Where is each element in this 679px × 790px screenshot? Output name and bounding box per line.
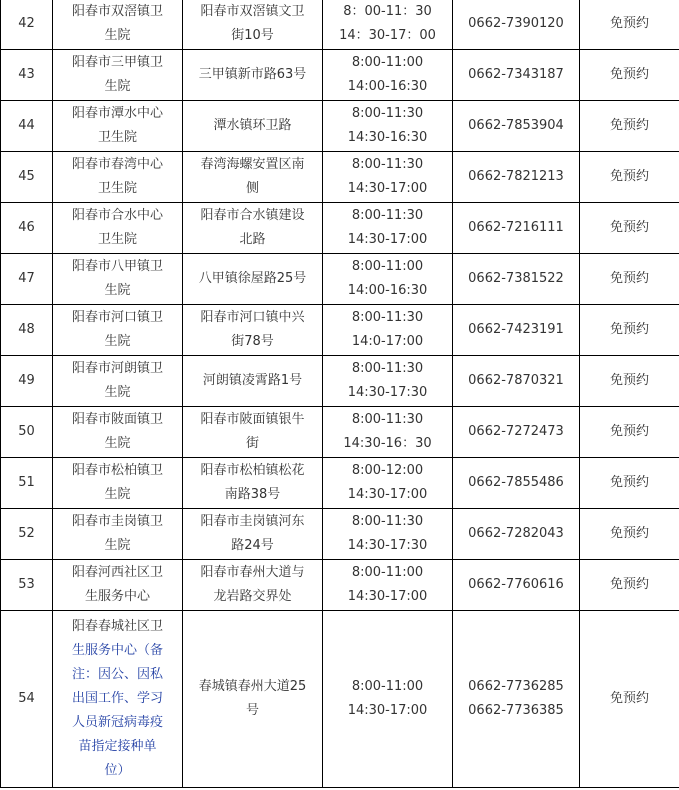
service-hours-line: 8：00-11：30 — [343, 4, 432, 19]
service-hours-line: 14:30-17:30 — [347, 538, 428, 553]
service-hours-line: 8:00-11:30 — [351, 310, 424, 325]
row-number: 49 — [1, 356, 53, 407]
site-name-line: 卫生院 — [97, 130, 137, 145]
contact-phone-line: 0662-7381522 — [468, 271, 564, 286]
site-name — [53, 203, 183, 254]
site-address-line: 潭水镇环卫路 — [213, 118, 292, 133]
contact-phone — [453, 203, 580, 254]
contact-phone — [453, 254, 580, 305]
contact-phone-line: 0662-7282043 — [468, 526, 564, 541]
service-hours-line: 14:30-17:00 — [347, 487, 428, 502]
table-row — [1, 0, 679, 50]
contact-phone — [453, 152, 580, 203]
table-row — [1, 356, 679, 407]
site-address-line: 阳春市圭岗镇河东 — [200, 514, 305, 529]
service-hours-line: 14:30-17:00 — [347, 589, 428, 604]
contact-phone — [453, 50, 580, 101]
table-row — [1, 407, 679, 458]
contact-phone-line: 0662-7855486 — [468, 475, 564, 490]
service-hours — [323, 458, 453, 509]
service-hours — [323, 356, 453, 407]
row-number: 45 — [1, 152, 53, 203]
row-number: 53 — [1, 560, 53, 611]
booking-status: 免预约 — [580, 152, 679, 203]
service-hours — [323, 407, 453, 458]
site-name-line: 生院 — [104, 283, 131, 298]
row-number: 44 — [1, 101, 53, 152]
service-hours-line: 8:00-11:30 — [351, 412, 424, 427]
site-address-line: 南路38号 — [224, 487, 281, 502]
site-name-line: 生服务中心 — [84, 589, 150, 604]
table-row — [1, 152, 679, 203]
booking-status: 免预约 — [580, 203, 679, 254]
site-address-line: 街 — [245, 436, 259, 451]
table-row — [1, 458, 679, 509]
site-name-line: 阳春市松柏镇卫 — [71, 463, 163, 478]
service-hours — [323, 611, 453, 788]
site-address-line: 阳春市春州大道与 — [200, 565, 305, 580]
booking-status: 免预约 — [580, 101, 679, 152]
site-address — [183, 458, 323, 509]
service-hours-line: 8:00-11:00 — [351, 259, 424, 274]
site-address — [183, 560, 323, 611]
site-name-line: 生院 — [104, 334, 131, 349]
service-hours-line: 8:00-11:00 — [351, 565, 424, 580]
contact-phone-line: 0662-7216111 — [468, 220, 564, 235]
site-name-line: 阳春市双滘镇卫 — [71, 4, 163, 19]
site-name — [53, 560, 183, 611]
contact-phone-line: 0662-7390120 — [468, 16, 564, 31]
site-name-line: 阳春河西社区卫 — [71, 565, 163, 580]
contact-phone-line: 0662-7423191 — [468, 322, 564, 337]
contact-phone — [453, 611, 580, 788]
table-row — [1, 509, 679, 560]
site-name — [53, 152, 183, 203]
site-name — [53, 50, 183, 101]
site-name-line: 阳春市河口镇卫 — [71, 310, 163, 325]
service-hours — [323, 0, 453, 50]
site-address — [183, 203, 323, 254]
booking-status: 免预约 — [580, 254, 679, 305]
booking-status: 免预约 — [580, 458, 679, 509]
site-address-line: 北路 — [239, 232, 266, 247]
site-name-line: 阳春春城社区卫 — [71, 619, 163, 634]
service-hours-line: 14:30-17:00 — [347, 181, 428, 196]
row-number: 52 — [1, 509, 53, 560]
site-note-line: 出国工作、学习 — [71, 691, 163, 706]
contact-phone-line: 0662-7821213 — [468, 169, 564, 184]
booking-status: 免预约 — [580, 509, 679, 560]
site-name-line: 阳春市三甲镇卫 — [71, 55, 163, 70]
site-address-line: 路24号 — [231, 538, 274, 553]
site-name-line: 阳春市潭水中心 — [71, 106, 163, 121]
site-name-line: 生院 — [104, 79, 131, 94]
table-row — [1, 560, 679, 611]
site-address — [183, 254, 323, 305]
site-address-line: 河朗镇凌霄路1号 — [202, 373, 303, 388]
service-hours-line: 8:00-11:00 — [351, 55, 424, 70]
site-name-line: 卫生院 — [97, 181, 137, 196]
contact-phone — [453, 458, 580, 509]
service-hours — [323, 101, 453, 152]
table-row — [1, 254, 679, 305]
site-address-line: 三甲镇新市路63号 — [198, 67, 307, 82]
row-number: 48 — [1, 305, 53, 356]
row-number: 54 — [1, 611, 53, 788]
service-hours-line: 8:00-11:30 — [351, 157, 424, 172]
site-name — [53, 101, 183, 152]
table-row — [1, 101, 679, 152]
site-address-line: 阳春市陂面镇银牛 — [200, 412, 305, 427]
site-address — [183, 611, 323, 788]
table-body — [1, 0, 679, 788]
booking-status: 免预约 — [580, 407, 679, 458]
site-address — [183, 152, 323, 203]
service-hours — [323, 254, 453, 305]
table-row — [1, 305, 679, 356]
site-name — [53, 611, 183, 788]
contact-phone-line: 0662-7343187 — [468, 67, 564, 82]
site-address-line: 龙岩路交界处 — [213, 589, 292, 604]
site-note-line: 人员新冠病毒疫 — [71, 715, 163, 730]
service-hours — [323, 305, 453, 356]
site-address-line: 街78号 — [231, 334, 274, 349]
site-address-line: 八甲镇徐屋路25号 — [198, 271, 307, 286]
service-hours-line: 8:00-11:30 — [351, 106, 424, 121]
table-row — [1, 50, 679, 101]
contact-phone — [453, 509, 580, 560]
table-row — [1, 203, 679, 254]
service-hours-line: 14:30-17:00 — [347, 703, 428, 718]
site-name — [53, 407, 183, 458]
site-name — [53, 509, 183, 560]
site-address — [183, 305, 323, 356]
booking-status: 免预约 — [580, 305, 679, 356]
service-hours — [323, 152, 453, 203]
service-hours — [323, 509, 453, 560]
service-hours-line: 14:30-16:30 — [347, 130, 428, 145]
site-name-line: 阳春市合水中心 — [71, 208, 163, 223]
service-hours-line: 8:00-11:30 — [351, 208, 424, 223]
service-hours-line: 8:00-12:00 — [351, 463, 424, 478]
booking-status: 免预约 — [580, 560, 679, 611]
contact-phone-line: 0662-7870321 — [468, 373, 564, 388]
contact-phone — [453, 305, 580, 356]
site-address-line: 号 — [245, 703, 259, 718]
service-hours-line: 14:30-17:30 — [347, 385, 428, 400]
contact-phone — [453, 101, 580, 152]
site-name-line: 阳春市陂面镇卫 — [71, 412, 163, 427]
service-hours-line: 14:0-17:00 — [351, 334, 424, 349]
site-name-line: 生院 — [104, 538, 131, 553]
row-number: 47 — [1, 254, 53, 305]
site-name-line: 阳春市春湾中心 — [71, 157, 163, 172]
service-hours — [323, 560, 453, 611]
site-name — [53, 458, 183, 509]
service-hours-line: 8:00-11:30 — [351, 514, 424, 529]
site-name-line: 生院 — [104, 436, 131, 451]
row-number: 42 — [1, 0, 53, 50]
site-address-line: 阳春市松柏镇松花 — [200, 463, 305, 478]
booking-status: 免预约 — [580, 611, 679, 788]
contact-phone-line: 0662-7736285 — [468, 679, 564, 694]
contact-phone — [453, 0, 580, 50]
site-name-line: 阳春市河朗镇卫 — [71, 361, 163, 376]
site-address-line: 阳春市合水镇建设 — [200, 208, 305, 223]
row-number: 51 — [1, 458, 53, 509]
contact-phone — [453, 407, 580, 458]
site-name-line: 阳春市八甲镇卫 — [71, 259, 163, 274]
site-address-line: 春湾海螺安置区南 — [200, 157, 305, 172]
site-address — [183, 101, 323, 152]
site-address — [183, 0, 323, 50]
row-number: 50 — [1, 407, 53, 458]
site-address-line: 街10号 — [231, 28, 274, 43]
site-note-line: 生服务中心（备 — [71, 643, 163, 658]
contact-phone-line: 0662-7272473 — [468, 424, 564, 439]
site-name-line: 生院 — [104, 385, 131, 400]
site-name — [53, 0, 183, 50]
site-note-line: 位） — [104, 763, 131, 778]
contact-phone — [453, 356, 580, 407]
site-name-line: 生院 — [104, 487, 131, 502]
table-row — [1, 611, 679, 788]
site-name-line: 阳春市圭岗镇卫 — [71, 514, 163, 529]
row-number: 46 — [1, 203, 53, 254]
service-hours-line: 14:00-16:30 — [347, 283, 428, 298]
site-address — [183, 356, 323, 407]
service-hours — [323, 50, 453, 101]
site-address — [183, 407, 323, 458]
site-name — [53, 254, 183, 305]
site-note-line: 苗指定接种单 — [78, 739, 157, 754]
site-name — [53, 305, 183, 356]
site-address-line: 阳春市双滘镇文卫 — [200, 4, 305, 19]
service-hours-line: 14：30-17：00 — [339, 28, 436, 43]
site-name-line: 生院 — [104, 28, 131, 43]
contact-phone — [453, 560, 580, 611]
contact-phone-line: 0662-7853904 — [468, 118, 564, 133]
booking-status: 免预约 — [580, 0, 679, 50]
site-address — [183, 509, 323, 560]
site-address-line: 阳春市河口镇中兴 — [200, 310, 305, 325]
site-name-line: 卫生院 — [97, 232, 137, 247]
booking-status: 免预约 — [580, 356, 679, 407]
contact-phone-line: 0662-7760616 — [468, 577, 564, 592]
row-number: 43 — [1, 50, 53, 101]
service-hours-line: 14:30-17:00 — [347, 232, 428, 247]
site-address — [183, 50, 323, 101]
service-hours-line: 8:00-11:30 — [351, 361, 424, 376]
service-hours-line: 14:30-16：30 — [343, 436, 432, 451]
site-address-line: 侧 — [245, 181, 259, 196]
site-name — [53, 356, 183, 407]
booking-status: 免预约 — [580, 50, 679, 101]
contact-phone-line: 0662-7736385 — [468, 703, 564, 718]
service-hours-line: 8:00-11:00 — [351, 679, 424, 694]
service-hours — [323, 203, 453, 254]
site-note-line: 注：因公、因私 — [71, 667, 163, 682]
site-address-line: 春城镇春州大道25 — [198, 679, 307, 694]
service-hours-line: 14:00-16:30 — [347, 79, 428, 94]
